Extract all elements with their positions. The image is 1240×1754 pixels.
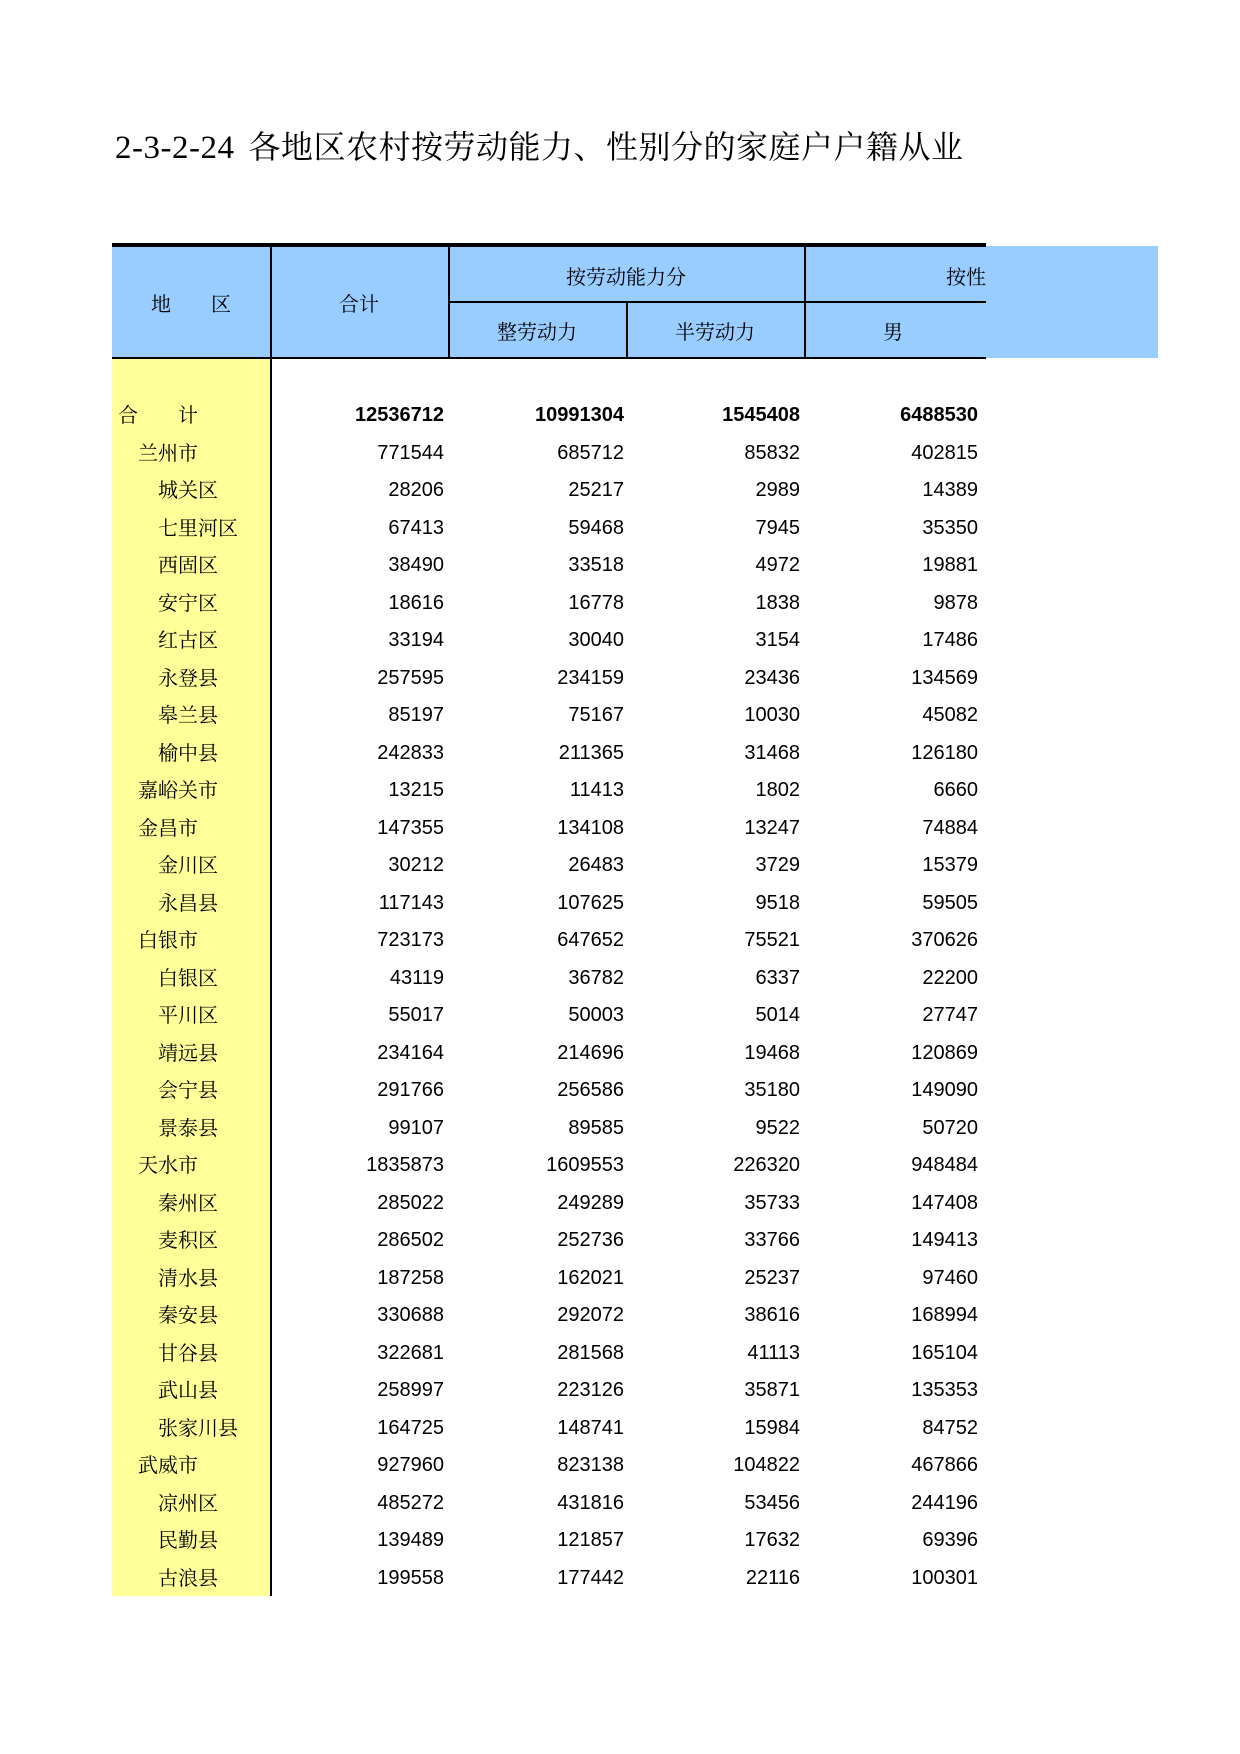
header-full-labor: 整劳动力	[497, 320, 577, 344]
table-row	[112, 1410, 992, 1448]
cell-full-labor: 292072	[557, 1304, 624, 1326]
cell-full-labor: 10991304	[535, 404, 624, 426]
table-title: 各地区农村按劳动能力、性别分的家庭户户籍从业	[248, 128, 964, 166]
cell-half-labor: 1838	[755, 591, 800, 614]
region-name: 兰州市	[138, 440, 198, 465]
cell-total: 291766	[377, 1079, 444, 1101]
cell-male: 120869	[911, 1041, 978, 1064]
cell-half-labor: 35871	[744, 1379, 800, 1401]
cell-total: 139489	[377, 1529, 444, 1551]
header-top-rule	[112, 243, 986, 247]
table-row	[112, 547, 992, 585]
cell-male: 948484	[911, 1154, 978, 1176]
region-name: 秦安县	[158, 1303, 218, 1327]
cell-full-labor: 249289	[557, 1191, 624, 1214]
region-name: 张家川县	[158, 1415, 238, 1440]
cell-full-labor: 107625	[557, 891, 624, 914]
region-name: 古浪县	[158, 1565, 218, 1590]
cell-full-labor: 162021	[557, 1266, 624, 1289]
cell-half-labor: 7945	[755, 516, 800, 539]
cell-half-labor: 17632	[744, 1529, 800, 1551]
region-name: 武威市	[138, 1453, 198, 1477]
cell-total: 55017	[388, 1004, 444, 1026]
cell-male: 45082	[922, 704, 978, 726]
cell-full-labor: 75167	[568, 704, 624, 726]
cell-male: 370626	[911, 929, 978, 951]
cell-full-labor: 431816	[557, 1491, 624, 1514]
cell-male: 244196	[911, 1491, 978, 1514]
cell-male: 35350	[922, 516, 978, 539]
cell-male: 22200	[922, 966, 978, 989]
region-name: 平川区	[158, 1003, 218, 1027]
cell-full-labor: 281568	[557, 1341, 624, 1364]
cell-total: 43119	[389, 966, 444, 989]
cell-male: 126180	[911, 741, 978, 764]
table-row	[112, 1372, 992, 1410]
cell-full-labor: 1609553	[546, 1154, 624, 1176]
cell-male: 149413	[911, 1229, 978, 1251]
region-name: 安宁区	[158, 590, 218, 615]
table-body	[112, 397, 992, 1597]
cell-total: 927960	[377, 1454, 444, 1476]
cell-total: 67413	[388, 516, 444, 539]
region-name: 清水县	[158, 1265, 218, 1290]
table-row	[112, 1522, 992, 1560]
cell-male: 149090	[911, 1079, 978, 1101]
cell-total: 164725	[377, 1416, 444, 1439]
cell-total: 117143	[378, 891, 444, 914]
table-row	[112, 1185, 992, 1223]
table-row	[112, 810, 992, 848]
cell-half-labor: 4972	[755, 554, 800, 576]
cell-full-labor: 36782	[568, 966, 624, 989]
cell-male: 9878	[933, 591, 978, 614]
cell-total: 723173	[377, 929, 444, 951]
cell-full-labor: 148741	[557, 1416, 624, 1439]
cell-half-labor: 3729	[755, 854, 800, 876]
cell-full-labor: 177442	[557, 1566, 624, 1589]
table-row	[112, 1222, 992, 1260]
table-row	[112, 1297, 992, 1335]
cell-total: 771544	[377, 441, 444, 464]
cell-half-labor: 1802	[755, 779, 800, 801]
cell-half-labor: 33766	[744, 1229, 800, 1251]
region-name: 白银市	[138, 928, 198, 952]
region-name: 天水市	[138, 1153, 198, 1177]
cell-male: 135353	[911, 1379, 978, 1401]
table-row	[112, 922, 992, 960]
cell-male: 14389	[922, 479, 978, 501]
cell-total: 285022	[377, 1191, 444, 1214]
cell-half-labor: 6337	[755, 966, 800, 989]
table-row	[112, 847, 992, 885]
cell-male: 84752	[922, 1416, 978, 1439]
cell-total: 30212	[388, 854, 444, 876]
region-name: 甘谷县	[158, 1340, 218, 1365]
header-region: 地 区	[151, 292, 231, 316]
cell-full-labor: 26483	[568, 854, 624, 876]
cell-half-labor: 2989	[755, 479, 800, 501]
cell-full-labor: 11413	[569, 779, 624, 801]
region-name: 武山县	[158, 1378, 218, 1402]
table-row	[112, 1335, 992, 1373]
table-row	[112, 472, 992, 510]
cell-male: 74884	[922, 816, 978, 839]
cell-male: 19881	[922, 554, 978, 576]
cell-half-labor: 9518	[755, 891, 800, 914]
cell-full-labor: 252736	[557, 1229, 624, 1251]
cell-male: 6488530	[900, 404, 978, 426]
cell-half-labor: 23436	[744, 666, 800, 689]
cell-half-labor: 226320	[733, 1154, 800, 1176]
cell-total: 18616	[388, 591, 444, 614]
cell-full-labor: 223126	[557, 1379, 624, 1401]
cell-half-labor: 75521	[744, 929, 800, 951]
cell-total: 38490	[388, 554, 444, 576]
cell-full-labor: 50003	[568, 1004, 624, 1026]
table-row	[112, 735, 992, 773]
table-row	[112, 585, 992, 623]
table-row	[112, 1147, 992, 1185]
table-row	[112, 772, 992, 810]
cell-male: 134569	[911, 666, 978, 689]
cell-half-labor: 25237	[744, 1266, 800, 1289]
cell-total: 322681	[377, 1341, 444, 1364]
cell-male: 168994	[911, 1304, 978, 1326]
region-name: 榆中县	[158, 740, 218, 765]
cell-full-labor: 256586	[557, 1079, 624, 1101]
cell-half-labor: 22116	[745, 1566, 800, 1589]
cell-male: 15379	[922, 854, 978, 876]
table-code: 2-3-2-24	[115, 130, 235, 166]
region-name: 永登县	[158, 665, 218, 690]
cell-male: 147408	[911, 1191, 978, 1214]
header-male: 男	[883, 320, 903, 344]
region-name: 永昌县	[158, 890, 218, 915]
cell-half-labor: 104822	[733, 1454, 800, 1476]
cell-full-labor: 59468	[568, 516, 624, 539]
cell-male: 165104	[911, 1341, 978, 1364]
region-name: 西固区	[158, 553, 218, 577]
cell-male: 467866	[911, 1454, 978, 1476]
cell-male: 402815	[911, 441, 978, 464]
table-row	[112, 435, 992, 473]
cell-male: 100301	[911, 1566, 978, 1589]
table-row	[112, 1260, 992, 1298]
cell-total: 258997	[377, 1379, 444, 1401]
cell-full-labor: 214696	[557, 1041, 624, 1064]
region-name: 麦积区	[158, 1228, 218, 1252]
region-name: 会宁县	[158, 1078, 218, 1102]
cell-half-labor: 35733	[744, 1191, 800, 1214]
table-row	[112, 960, 992, 998]
cell-total: 330688	[377, 1304, 444, 1326]
cell-male: 69396	[922, 1529, 978, 1551]
cell-total: 485272	[377, 1491, 444, 1514]
header-by-ability: 按劳动能力分	[566, 265, 686, 289]
table-row	[112, 1447, 992, 1485]
cell-half-labor: 31468	[744, 741, 800, 764]
header-half-labor: 半劳动力	[675, 320, 755, 344]
cell-half-labor: 85832	[744, 441, 800, 464]
cell-full-labor: 121857	[557, 1529, 624, 1551]
region-name: 秦州区	[158, 1190, 218, 1215]
cell-total: 85197	[388, 704, 444, 726]
cell-full-labor: 685712	[557, 441, 624, 464]
cell-half-labor: 35180	[744, 1079, 800, 1101]
cell-male: 6660	[933, 779, 978, 801]
cell-total: 187258	[377, 1266, 444, 1289]
cell-half-labor: 13247	[744, 816, 800, 839]
cell-full-labor: 30040	[568, 629, 624, 651]
table-row	[112, 697, 992, 735]
region-name: 城关区	[158, 478, 218, 502]
header-by-gender: 按性	[946, 265, 986, 289]
region-name: 白银区	[158, 965, 218, 990]
cell-total: 33194	[388, 629, 444, 651]
table-row	[112, 885, 992, 923]
cell-total: 28206	[388, 479, 444, 501]
cell-male: 27747	[922, 1004, 978, 1026]
cell-full-labor: 234159	[557, 666, 624, 689]
region-name: 红古区	[158, 628, 218, 652]
table-row	[112, 1072, 992, 1110]
cell-full-labor: 647652	[557, 929, 624, 951]
cell-male: 97460	[922, 1266, 978, 1289]
cell-total: 242833	[377, 741, 444, 764]
cell-half-labor: 15984	[744, 1416, 800, 1439]
page-title	[115, 122, 963, 168]
region-name: 七里河区	[158, 515, 238, 540]
cell-half-labor: 19468	[744, 1041, 800, 1064]
cell-total: 1835873	[366, 1154, 444, 1176]
region-name: 民勤县	[158, 1528, 218, 1552]
cell-half-labor: 41113	[747, 1341, 800, 1364]
cell-half-labor: 3154	[755, 629, 800, 651]
region-name: 嘉峪关市	[138, 778, 218, 802]
cell-half-labor: 1545408	[722, 404, 800, 426]
header-mid-rule	[448, 301, 986, 303]
table-row	[112, 1110, 992, 1148]
region-name: 皋兰县	[158, 703, 218, 727]
table-row	[112, 1035, 992, 1073]
table-row	[112, 1560, 992, 1598]
cell-total: 13215	[388, 779, 444, 801]
cell-total: 199558	[377, 1566, 444, 1589]
cell-male: 50720	[922, 1116, 978, 1139]
region-name: 靖远县	[158, 1040, 218, 1065]
region-name: 金昌市	[138, 815, 198, 840]
region-name: 景泰县	[158, 1115, 218, 1140]
region-name: 凉州区	[158, 1490, 218, 1515]
total-row	[112, 397, 992, 435]
table-row	[112, 997, 992, 1035]
table-row	[112, 660, 992, 698]
cell-full-labor: 16778	[568, 591, 624, 614]
table-row	[112, 622, 992, 660]
cell-full-labor: 211365	[558, 741, 624, 764]
cell-total: 99107	[388, 1116, 444, 1139]
cell-half-labor: 9522	[755, 1116, 800, 1139]
header-total: 合计	[339, 292, 379, 316]
cell-half-labor: 53456	[744, 1491, 800, 1514]
cell-male: 59505	[922, 891, 978, 914]
region-name: 金川区	[158, 853, 218, 877]
cell-male: 17486	[922, 629, 978, 651]
cell-total: 234164	[377, 1041, 444, 1064]
cell-full-labor: 25217	[568, 479, 624, 501]
cell-full-labor: 823138	[557, 1454, 624, 1476]
cell-full-labor: 134108	[557, 816, 624, 839]
cell-half-labor: 5014	[755, 1004, 800, 1026]
cell-total: 12536712	[355, 404, 444, 426]
cell-total: 257595	[377, 666, 444, 689]
cell-full-labor: 89585	[568, 1116, 624, 1139]
table-row	[112, 1485, 992, 1523]
cell-total: 147355	[377, 816, 444, 839]
cell-half-labor: 38616	[744, 1304, 800, 1326]
region-name: 合 计	[118, 403, 198, 427]
table-row	[112, 510, 992, 548]
cell-total: 286502	[377, 1229, 444, 1251]
cell-full-labor: 33518	[568, 554, 624, 576]
cell-half-labor: 10030	[744, 704, 800, 726]
